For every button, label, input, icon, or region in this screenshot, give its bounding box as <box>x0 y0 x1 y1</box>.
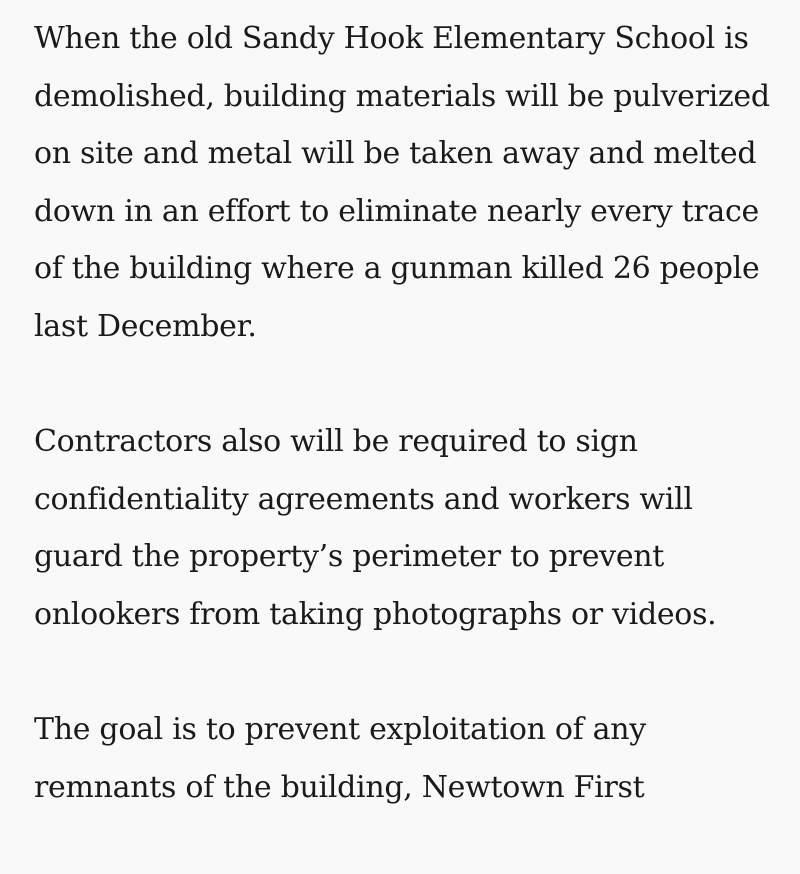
paragraph-line: remnants of the building, Newtown First <box>34 769 645 805</box>
paragraph-line: down in an effort to eliminate nearly every trace <box>34 193 759 229</box>
paragraph-line: on site and metal will be taken away and melted <box>34 136 757 172</box>
article-body <box>34 10 774 874</box>
paragraph-line: When the old Sandy Hook Elementary School is <box>34 21 749 56</box>
paragraph-line: of the building where a gunman killed 26 people <box>34 251 760 287</box>
paragraph-line: The goal is to prevent exploitation of any <box>34 712 646 748</box>
paragraph-1 <box>34 10 774 356</box>
paragraph-line: confidentiality agreements and workers will <box>34 481 693 517</box>
paragraph-line: demolished, building materials will be pulverized <box>34 78 770 114</box>
paragraph-2 <box>34 413 774 643</box>
paragraph-3 <box>34 701 774 816</box>
paragraph-line: Contractors also will be required to sign <box>34 424 638 460</box>
paragraph-line: last December. <box>34 308 257 344</box>
paragraph-line: guard the property’s perimeter to prevent <box>34 539 665 575</box>
paragraph-line: onlookers from taking photographs or videos. <box>34 596 717 632</box>
